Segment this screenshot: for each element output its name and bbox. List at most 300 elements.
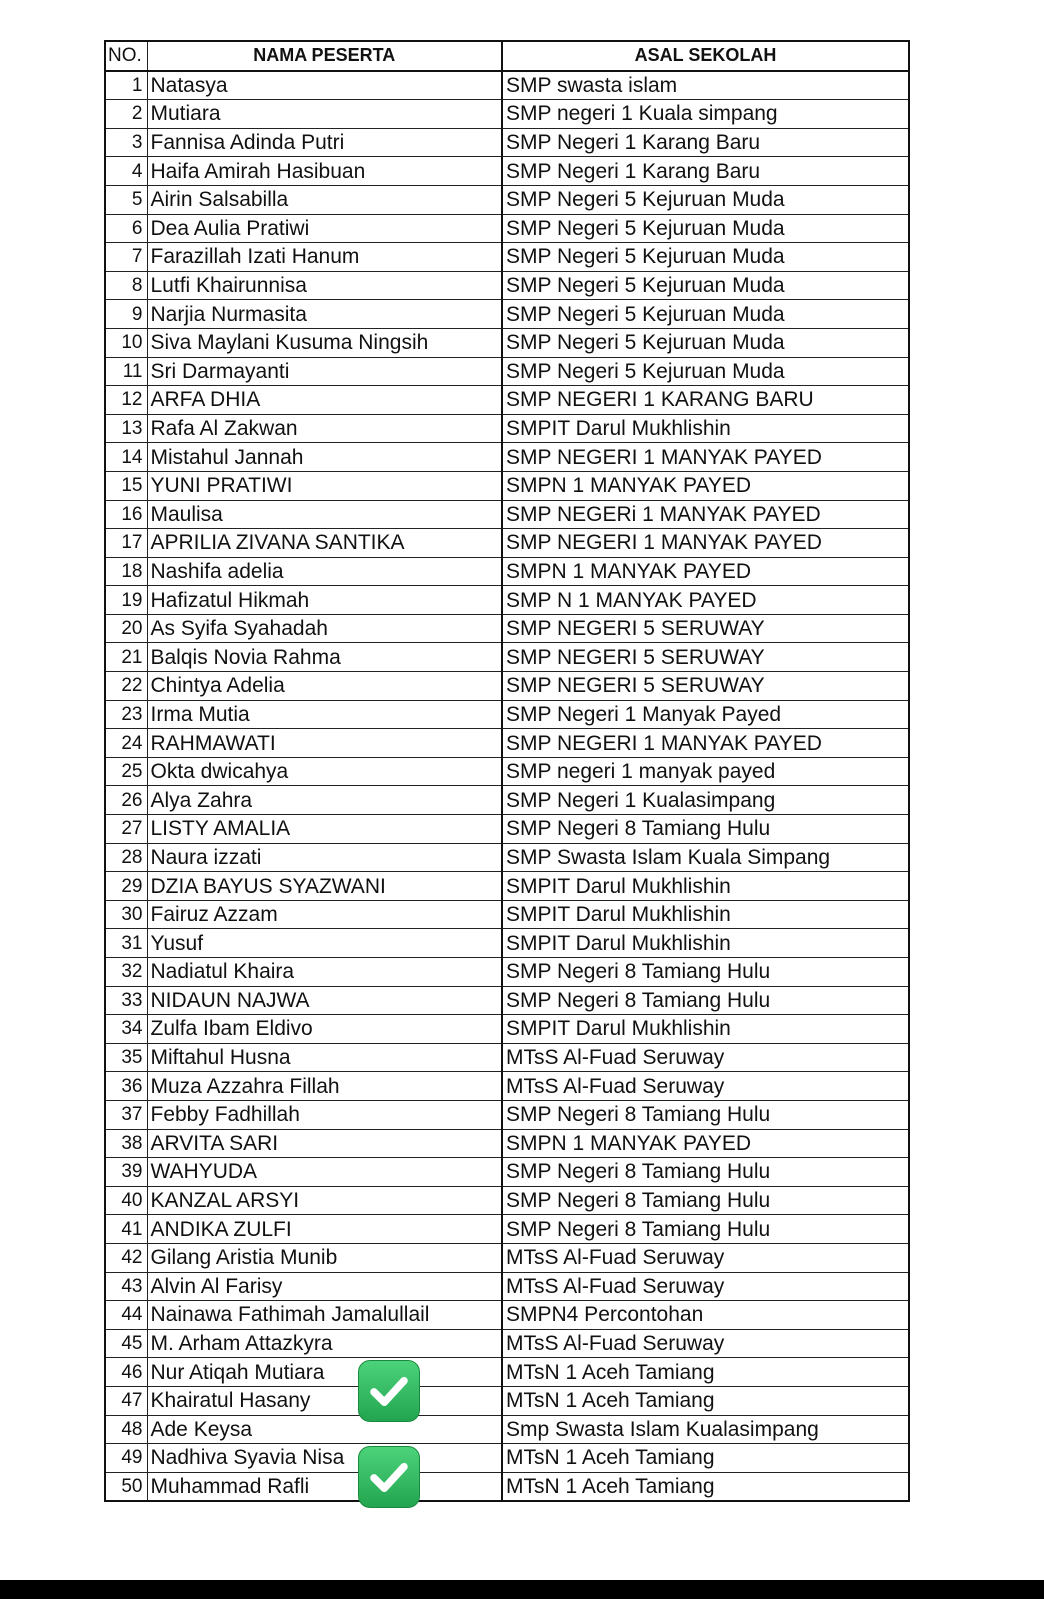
cell-no-container bbox=[105, 1100, 147, 1129]
cell-no: 38 bbox=[121, 1132, 143, 1154]
cell-no-container bbox=[105, 1415, 147, 1444]
table-row bbox=[105, 1043, 909, 1072]
table-row bbox=[105, 185, 909, 214]
cell-name-container bbox=[147, 157, 502, 186]
cell-no: 27 bbox=[121, 818, 143, 840]
cell-no-container bbox=[105, 157, 147, 186]
cell-school-container bbox=[502, 929, 909, 958]
cell-no: 14 bbox=[121, 446, 143, 468]
cell-name: Rafa Al Zakwan bbox=[150, 417, 298, 441]
cell-no-container bbox=[105, 1472, 147, 1501]
cell-no: 45 bbox=[121, 1333, 143, 1355]
cell-school-container bbox=[502, 1129, 909, 1158]
cell-name-container bbox=[147, 786, 502, 815]
cell-no-container bbox=[105, 185, 147, 214]
cell-school-container bbox=[502, 500, 909, 529]
table-row bbox=[105, 1272, 909, 1301]
table-row bbox=[105, 986, 909, 1015]
table-row bbox=[105, 643, 909, 672]
cell-no-container bbox=[105, 757, 147, 786]
cell-school-container bbox=[502, 557, 909, 586]
cell-no: 36 bbox=[121, 1075, 143, 1097]
cell-no: 21 bbox=[121, 646, 143, 668]
table-row bbox=[105, 128, 909, 157]
cell-no: 43 bbox=[121, 1275, 143, 1297]
cell-no-container bbox=[105, 1158, 147, 1187]
cell-school: SMP Negeri 5 Kejuruan Muda bbox=[506, 331, 785, 355]
cell-name: Febby Fadhillah bbox=[150, 1103, 300, 1127]
table-row bbox=[105, 386, 909, 415]
cell-name-container bbox=[147, 929, 502, 958]
cell-school-container bbox=[502, 843, 909, 872]
cell-no-container bbox=[105, 786, 147, 815]
cell-school-container bbox=[502, 1386, 909, 1415]
cell-name: KANZAL ARSYI bbox=[150, 1189, 300, 1213]
cell-name-container bbox=[147, 643, 502, 672]
cell-name-container bbox=[147, 100, 502, 129]
cell-no: 16 bbox=[121, 503, 143, 525]
cell-no-container bbox=[105, 643, 147, 672]
cell-name-container bbox=[147, 1444, 502, 1473]
cell-no-container bbox=[105, 700, 147, 729]
cell-no: 2 bbox=[131, 103, 143, 125]
cell-school: SMPIT Darul Mukhlishin bbox=[506, 1017, 731, 1041]
cell-no: 22 bbox=[121, 675, 143, 697]
cell-no-container bbox=[105, 1186, 147, 1215]
cell-school: SMP NEGERI 5 SERUWAY bbox=[506, 617, 765, 641]
cell-name-container bbox=[147, 1215, 502, 1244]
cell-name: Yusuf bbox=[150, 931, 204, 955]
cell-name: As Syifa Syahadah bbox=[150, 617, 328, 641]
cell-school: SMP NEGERI 5 SERUWAY bbox=[506, 645, 765, 669]
cell-no-container bbox=[105, 1015, 147, 1044]
table-row bbox=[105, 786, 909, 815]
cell-name-container bbox=[147, 1301, 502, 1330]
cell-name-container bbox=[147, 815, 502, 844]
cell-no: 34 bbox=[121, 1018, 143, 1040]
cell-no-container bbox=[105, 1072, 147, 1101]
cell-school: MTsN 1 Aceh Tamiang bbox=[506, 1389, 715, 1413]
table-header-row bbox=[105, 41, 909, 71]
cell-name: Nainawa Fathimah Jamalullail bbox=[150, 1303, 430, 1327]
cell-no-container bbox=[105, 243, 147, 272]
bottom-edge-bar bbox=[0, 1580, 1044, 1599]
cell-school-container bbox=[502, 1301, 909, 1330]
cell-no: 18 bbox=[121, 560, 143, 582]
table-row bbox=[105, 1329, 909, 1358]
cell-school-container bbox=[502, 700, 909, 729]
cell-school-container bbox=[502, 128, 909, 157]
cell-name: Nadhiva Syavia Nisa bbox=[150, 1446, 345, 1470]
cell-name-container bbox=[147, 300, 502, 329]
cell-no: 33 bbox=[121, 989, 143, 1011]
cell-name-container bbox=[147, 1272, 502, 1301]
cell-no-container bbox=[105, 614, 147, 643]
cell-no-container bbox=[105, 1301, 147, 1330]
table-row bbox=[105, 843, 909, 872]
cell-no-container bbox=[105, 100, 147, 129]
cell-no: 28 bbox=[121, 846, 143, 868]
cell-no: 41 bbox=[121, 1218, 143, 1240]
table-row bbox=[105, 557, 909, 586]
cell-no: 4 bbox=[131, 160, 143, 182]
cell-no-container bbox=[105, 672, 147, 701]
cell-no-container bbox=[105, 1243, 147, 1272]
cell-no: 37 bbox=[121, 1104, 143, 1126]
cell-name-container bbox=[147, 586, 502, 615]
table-row bbox=[105, 243, 909, 272]
cell-no: 30 bbox=[121, 904, 143, 926]
cell-school: SMP N 1 MANYAK PAYED bbox=[506, 588, 757, 612]
cell-school: SMP Negeri 5 Kejuruan Muda bbox=[506, 216, 785, 240]
cell-school: SMPN 1 MANYAK PAYED bbox=[506, 1131, 752, 1155]
cell-name: Miftahul Husna bbox=[150, 1046, 291, 1070]
cell-no-container bbox=[105, 128, 147, 157]
cell-name-container bbox=[147, 500, 502, 529]
cell-school-container bbox=[502, 185, 909, 214]
table-row bbox=[105, 1158, 909, 1187]
participant-table bbox=[104, 40, 910, 1502]
column-header-school: ASAL SEKOLAH bbox=[502, 41, 909, 71]
cell-name-container bbox=[147, 328, 502, 357]
cell-name: Hafizatul Hikmah bbox=[150, 588, 310, 612]
cell-school: SMP swasta islam bbox=[506, 73, 678, 97]
cell-school: SMP Negeri 8 Tamiang Hulu bbox=[506, 1160, 771, 1184]
cell-school: SMP Negeri 8 Tamiang Hulu bbox=[506, 1103, 771, 1127]
cell-school-container bbox=[502, 1415, 909, 1444]
cell-school-container bbox=[502, 986, 909, 1015]
table-row bbox=[105, 929, 909, 958]
cell-no: 25 bbox=[121, 761, 143, 783]
table-row bbox=[105, 1444, 909, 1473]
cell-no-container bbox=[105, 386, 147, 415]
table-row bbox=[105, 271, 909, 300]
cell-name-container bbox=[147, 1158, 502, 1187]
cell-no-container bbox=[105, 1215, 147, 1244]
cell-name-container bbox=[147, 1072, 502, 1101]
cell-name: ARFA DHIA bbox=[150, 388, 261, 412]
cell-school: SMPN4 Percontohan bbox=[506, 1303, 704, 1327]
cell-name: APRILIA ZIVANA SANTIKA bbox=[150, 531, 405, 555]
cell-name: Chintya Adelia bbox=[150, 674, 285, 698]
cell-name: ARVITA SARI bbox=[150, 1131, 279, 1155]
cell-no: 26 bbox=[121, 789, 143, 811]
cell-school-container bbox=[502, 786, 909, 815]
cell-name: Airin Salsabilla bbox=[150, 188, 289, 212]
cell-name-container bbox=[147, 1329, 502, 1358]
table-row bbox=[105, 958, 909, 987]
cell-school-container bbox=[502, 729, 909, 758]
cell-school-container bbox=[502, 900, 909, 929]
cell-no-container bbox=[105, 843, 147, 872]
cell-school: SMP Negeri 5 Kejuruan Muda bbox=[506, 188, 785, 212]
cell-no: 39 bbox=[121, 1161, 143, 1183]
cell-school-container bbox=[502, 815, 909, 844]
cell-school: SMPIT Darul Mukhlishin bbox=[506, 931, 731, 955]
cell-name-container bbox=[147, 1015, 502, 1044]
cell-no-container bbox=[105, 443, 147, 472]
cell-no-container bbox=[105, 414, 147, 443]
cell-name: Haifa Amirah Hasibuan bbox=[150, 159, 366, 183]
cell-no: 17 bbox=[121, 532, 143, 554]
cell-school-container bbox=[502, 958, 909, 987]
cell-name: RAHMAWATI bbox=[150, 731, 276, 755]
cell-no: 6 bbox=[131, 217, 143, 239]
cell-name: Mutiara bbox=[150, 102, 221, 126]
cell-no: 12 bbox=[121, 389, 143, 411]
check-mark-icon bbox=[358, 1360, 420, 1422]
cell-name: Okta dwicahya bbox=[150, 760, 289, 784]
cell-school: SMP Negeri 1 Karang Baru bbox=[506, 131, 761, 155]
cell-no: 31 bbox=[121, 932, 143, 954]
cell-no: 11 bbox=[122, 360, 143, 382]
cell-no-container bbox=[105, 1386, 147, 1415]
cell-school: SMP NEGERI 1 KARANG BARU bbox=[506, 388, 814, 412]
cell-school-container bbox=[502, 1472, 909, 1501]
table-row bbox=[105, 328, 909, 357]
table-row bbox=[105, 586, 909, 615]
cell-school-container bbox=[502, 529, 909, 558]
table-row bbox=[105, 414, 909, 443]
cell-name-container bbox=[147, 672, 502, 701]
cell-school: SMP Negeri 5 Kejuruan Muda bbox=[506, 274, 785, 298]
cell-name: Nashifa adelia bbox=[150, 559, 284, 583]
cell-no: 9 bbox=[131, 303, 143, 325]
cell-school-container bbox=[502, 672, 909, 701]
cell-no: 19 bbox=[121, 589, 143, 611]
cell-school: MTsS Al-Fuad Seruway bbox=[506, 1246, 725, 1270]
cell-name-container bbox=[147, 958, 502, 987]
cell-no-container bbox=[105, 1444, 147, 1473]
column-header-name: NAMA PESERTA bbox=[147, 41, 502, 71]
cell-name: Siva Maylani Kusuma Ningsih bbox=[150, 331, 429, 355]
cell-name-container bbox=[147, 900, 502, 929]
cell-name-container bbox=[147, 1472, 502, 1501]
cell-name: Alya Zahra bbox=[150, 788, 253, 812]
cell-school: SMP NEGERI 1 MANYAK PAYED bbox=[506, 731, 822, 755]
table-row bbox=[105, 815, 909, 844]
cell-school: SMP Negeri 1 Karang Baru bbox=[506, 159, 761, 183]
table-row bbox=[105, 471, 909, 500]
cell-school: SMP NEGERI 1 MANYAK PAYED bbox=[506, 531, 822, 555]
table-row bbox=[105, 900, 909, 929]
cell-name: Natasya bbox=[150, 73, 228, 97]
table-row bbox=[105, 1415, 909, 1444]
cell-no: 1 bbox=[131, 74, 143, 96]
cell-school: SMP NEGERI 5 SERUWAY bbox=[506, 674, 765, 698]
cell-school-container bbox=[502, 357, 909, 386]
table-row bbox=[105, 1472, 909, 1501]
table-row bbox=[105, 872, 909, 901]
cell-school-container bbox=[502, 386, 909, 415]
cell-school-container bbox=[502, 1272, 909, 1301]
cell-no: 40 bbox=[121, 1190, 143, 1212]
cell-school-container bbox=[502, 71, 909, 100]
cell-school-container bbox=[502, 300, 909, 329]
cell-school-container bbox=[502, 1215, 909, 1244]
cell-school: SMP NEGERi 1 MANYAK PAYED bbox=[506, 502, 821, 526]
cell-school: SMP Negeri 8 Tamiang Hulu bbox=[506, 817, 771, 841]
cell-name: Ade Keysa bbox=[150, 1417, 253, 1441]
table-row bbox=[105, 672, 909, 701]
cell-name-container bbox=[147, 1043, 502, 1072]
cell-no: 8 bbox=[131, 275, 143, 297]
cell-school: MTsS Al-Fuad Seruway bbox=[506, 1332, 725, 1356]
cell-no-container bbox=[105, 1329, 147, 1358]
cell-name-container bbox=[147, 1243, 502, 1272]
table-row bbox=[105, 357, 909, 386]
cell-school: Smp Swasta Islam Kualasimpang bbox=[506, 1417, 819, 1441]
cell-school: SMPN 1 MANYAK PAYED bbox=[506, 559, 752, 583]
table-row bbox=[105, 529, 909, 558]
cell-name-container bbox=[147, 700, 502, 729]
cell-name-container bbox=[147, 1358, 502, 1387]
table-body bbox=[105, 71, 909, 1502]
cell-name-container bbox=[147, 214, 502, 243]
cell-school: SMPN 1 MANYAK PAYED bbox=[506, 474, 752, 498]
cell-school: MTsS Al-Fuad Seruway bbox=[506, 1274, 725, 1298]
cell-name: Narjia Nurmasita bbox=[150, 302, 307, 326]
cell-name-container bbox=[147, 185, 502, 214]
cell-no-container bbox=[105, 529, 147, 558]
cell-school: SMP Negeri 5 Kejuruan Muda bbox=[506, 359, 785, 383]
table-row bbox=[105, 1100, 909, 1129]
cell-name-container bbox=[147, 986, 502, 1015]
cell-no: 32 bbox=[121, 961, 143, 983]
cell-no: 46 bbox=[121, 1361, 143, 1383]
table-row bbox=[105, 757, 909, 786]
cell-name-container bbox=[147, 357, 502, 386]
cell-no: 29 bbox=[121, 875, 143, 897]
cell-name-container bbox=[147, 443, 502, 472]
cell-name: Naura izzati bbox=[150, 845, 262, 869]
cell-no: 50 bbox=[121, 1475, 143, 1497]
cell-school-container bbox=[502, 872, 909, 901]
cell-no: 3 bbox=[131, 132, 143, 154]
table-row bbox=[105, 100, 909, 129]
cell-no: 5 bbox=[131, 189, 143, 211]
cell-school: MTsN 1 Aceh Tamiang bbox=[506, 1446, 715, 1470]
table-row bbox=[105, 729, 909, 758]
cell-name-container bbox=[147, 471, 502, 500]
cell-no-container bbox=[105, 471, 147, 500]
cell-name: Lutfi Khairunnisa bbox=[150, 274, 307, 298]
cell-school-container bbox=[502, 1243, 909, 1272]
cell-name: Nadiatul Khaira bbox=[150, 960, 295, 984]
cell-school-container bbox=[502, 1158, 909, 1187]
cell-no: 42 bbox=[121, 1247, 143, 1269]
cell-school-container bbox=[502, 1358, 909, 1387]
cell-school-container bbox=[502, 243, 909, 272]
cell-name: Zulfa Ibam Eldivo bbox=[150, 1017, 313, 1041]
cell-no-container bbox=[105, 214, 147, 243]
cell-name: Farazillah Izati Hanum bbox=[150, 245, 360, 269]
cell-school: SMP Negeri 5 Kejuruan Muda bbox=[506, 302, 785, 326]
cell-name-container bbox=[147, 243, 502, 272]
cell-school-container bbox=[502, 1072, 909, 1101]
cell-name: Sri Darmayanti bbox=[150, 359, 290, 383]
cell-name-container bbox=[147, 386, 502, 415]
table-row bbox=[105, 443, 909, 472]
cell-school-container bbox=[502, 157, 909, 186]
cell-name: Balqis Novia Rahma bbox=[150, 645, 341, 669]
cell-name: DZIA BAYUS SYAZWANI bbox=[150, 874, 386, 898]
table-row bbox=[105, 500, 909, 529]
table-row bbox=[105, 1386, 909, 1415]
cell-school-container bbox=[502, 271, 909, 300]
table-row bbox=[105, 1243, 909, 1272]
cell-no: 24 bbox=[121, 732, 143, 754]
cell-no-container bbox=[105, 815, 147, 844]
cell-school-container bbox=[502, 1043, 909, 1072]
cell-name-container bbox=[147, 843, 502, 872]
cell-school-container bbox=[502, 614, 909, 643]
cell-school: SMP NEGERI 1 MANYAK PAYED bbox=[506, 445, 822, 469]
cell-school-container bbox=[502, 757, 909, 786]
cell-name: Muza Azzahra Fillah bbox=[150, 1074, 340, 1098]
cell-no: 13 bbox=[121, 418, 143, 440]
cell-school: SMPIT Darul Mukhlishin bbox=[506, 417, 731, 441]
cell-no: 48 bbox=[121, 1418, 143, 1440]
cell-no-container bbox=[105, 300, 147, 329]
cell-no-container bbox=[105, 1043, 147, 1072]
cell-no: 10 bbox=[121, 332, 143, 354]
table-row bbox=[105, 1301, 909, 1330]
cell-no-container bbox=[105, 1358, 147, 1387]
cell-school: SMP Negeri 1 Kualasimpang bbox=[506, 788, 776, 812]
cell-name-container bbox=[147, 1186, 502, 1215]
cell-no-container bbox=[105, 986, 147, 1015]
cell-no-container bbox=[105, 1129, 147, 1158]
cell-name: Khairatul Hasany bbox=[150, 1389, 311, 1413]
cell-name-container bbox=[147, 529, 502, 558]
cell-name: Maulisa bbox=[150, 502, 223, 526]
table-row bbox=[105, 614, 909, 643]
cell-name-container bbox=[147, 414, 502, 443]
cell-name: Muhammad Rafli bbox=[150, 1474, 310, 1498]
cell-name: M. Arham Attazkyra bbox=[150, 1332, 333, 1356]
cell-school-container bbox=[502, 643, 909, 672]
cell-no-container bbox=[105, 500, 147, 529]
cell-name: Mistahul Jannah bbox=[150, 445, 304, 469]
cell-school-container bbox=[502, 443, 909, 472]
table-row bbox=[105, 157, 909, 186]
cell-no-container bbox=[105, 929, 147, 958]
participant-table-container bbox=[104, 40, 910, 1502]
cell-no-container bbox=[105, 872, 147, 901]
cell-name-container bbox=[147, 729, 502, 758]
table-row bbox=[105, 1358, 909, 1387]
cell-no: 47 bbox=[121, 1390, 143, 1412]
cell-name-container bbox=[147, 271, 502, 300]
cell-no-container bbox=[105, 328, 147, 357]
cell-school: SMP Negeri 8 Tamiang Hulu bbox=[506, 1217, 771, 1241]
cell-no-container bbox=[105, 271, 147, 300]
cell-school-container bbox=[502, 328, 909, 357]
cell-name-container bbox=[147, 872, 502, 901]
cell-no-container bbox=[105, 71, 147, 100]
table-row bbox=[105, 700, 909, 729]
cell-school: SMPIT Darul Mukhlishin bbox=[506, 903, 731, 927]
cell-name: Fannisa Adinda Putri bbox=[150, 131, 345, 155]
cell-name-container bbox=[147, 1415, 502, 1444]
cell-school: SMP negeri 1 manyak payed bbox=[506, 760, 776, 784]
check-mark-icon bbox=[358, 1446, 420, 1508]
cell-school: SMPIT Darul Mukhlishin bbox=[506, 874, 731, 898]
cell-no-container bbox=[105, 900, 147, 929]
table-row bbox=[105, 1186, 909, 1215]
cell-school: MTsS Al-Fuad Seruway bbox=[506, 1074, 725, 1098]
